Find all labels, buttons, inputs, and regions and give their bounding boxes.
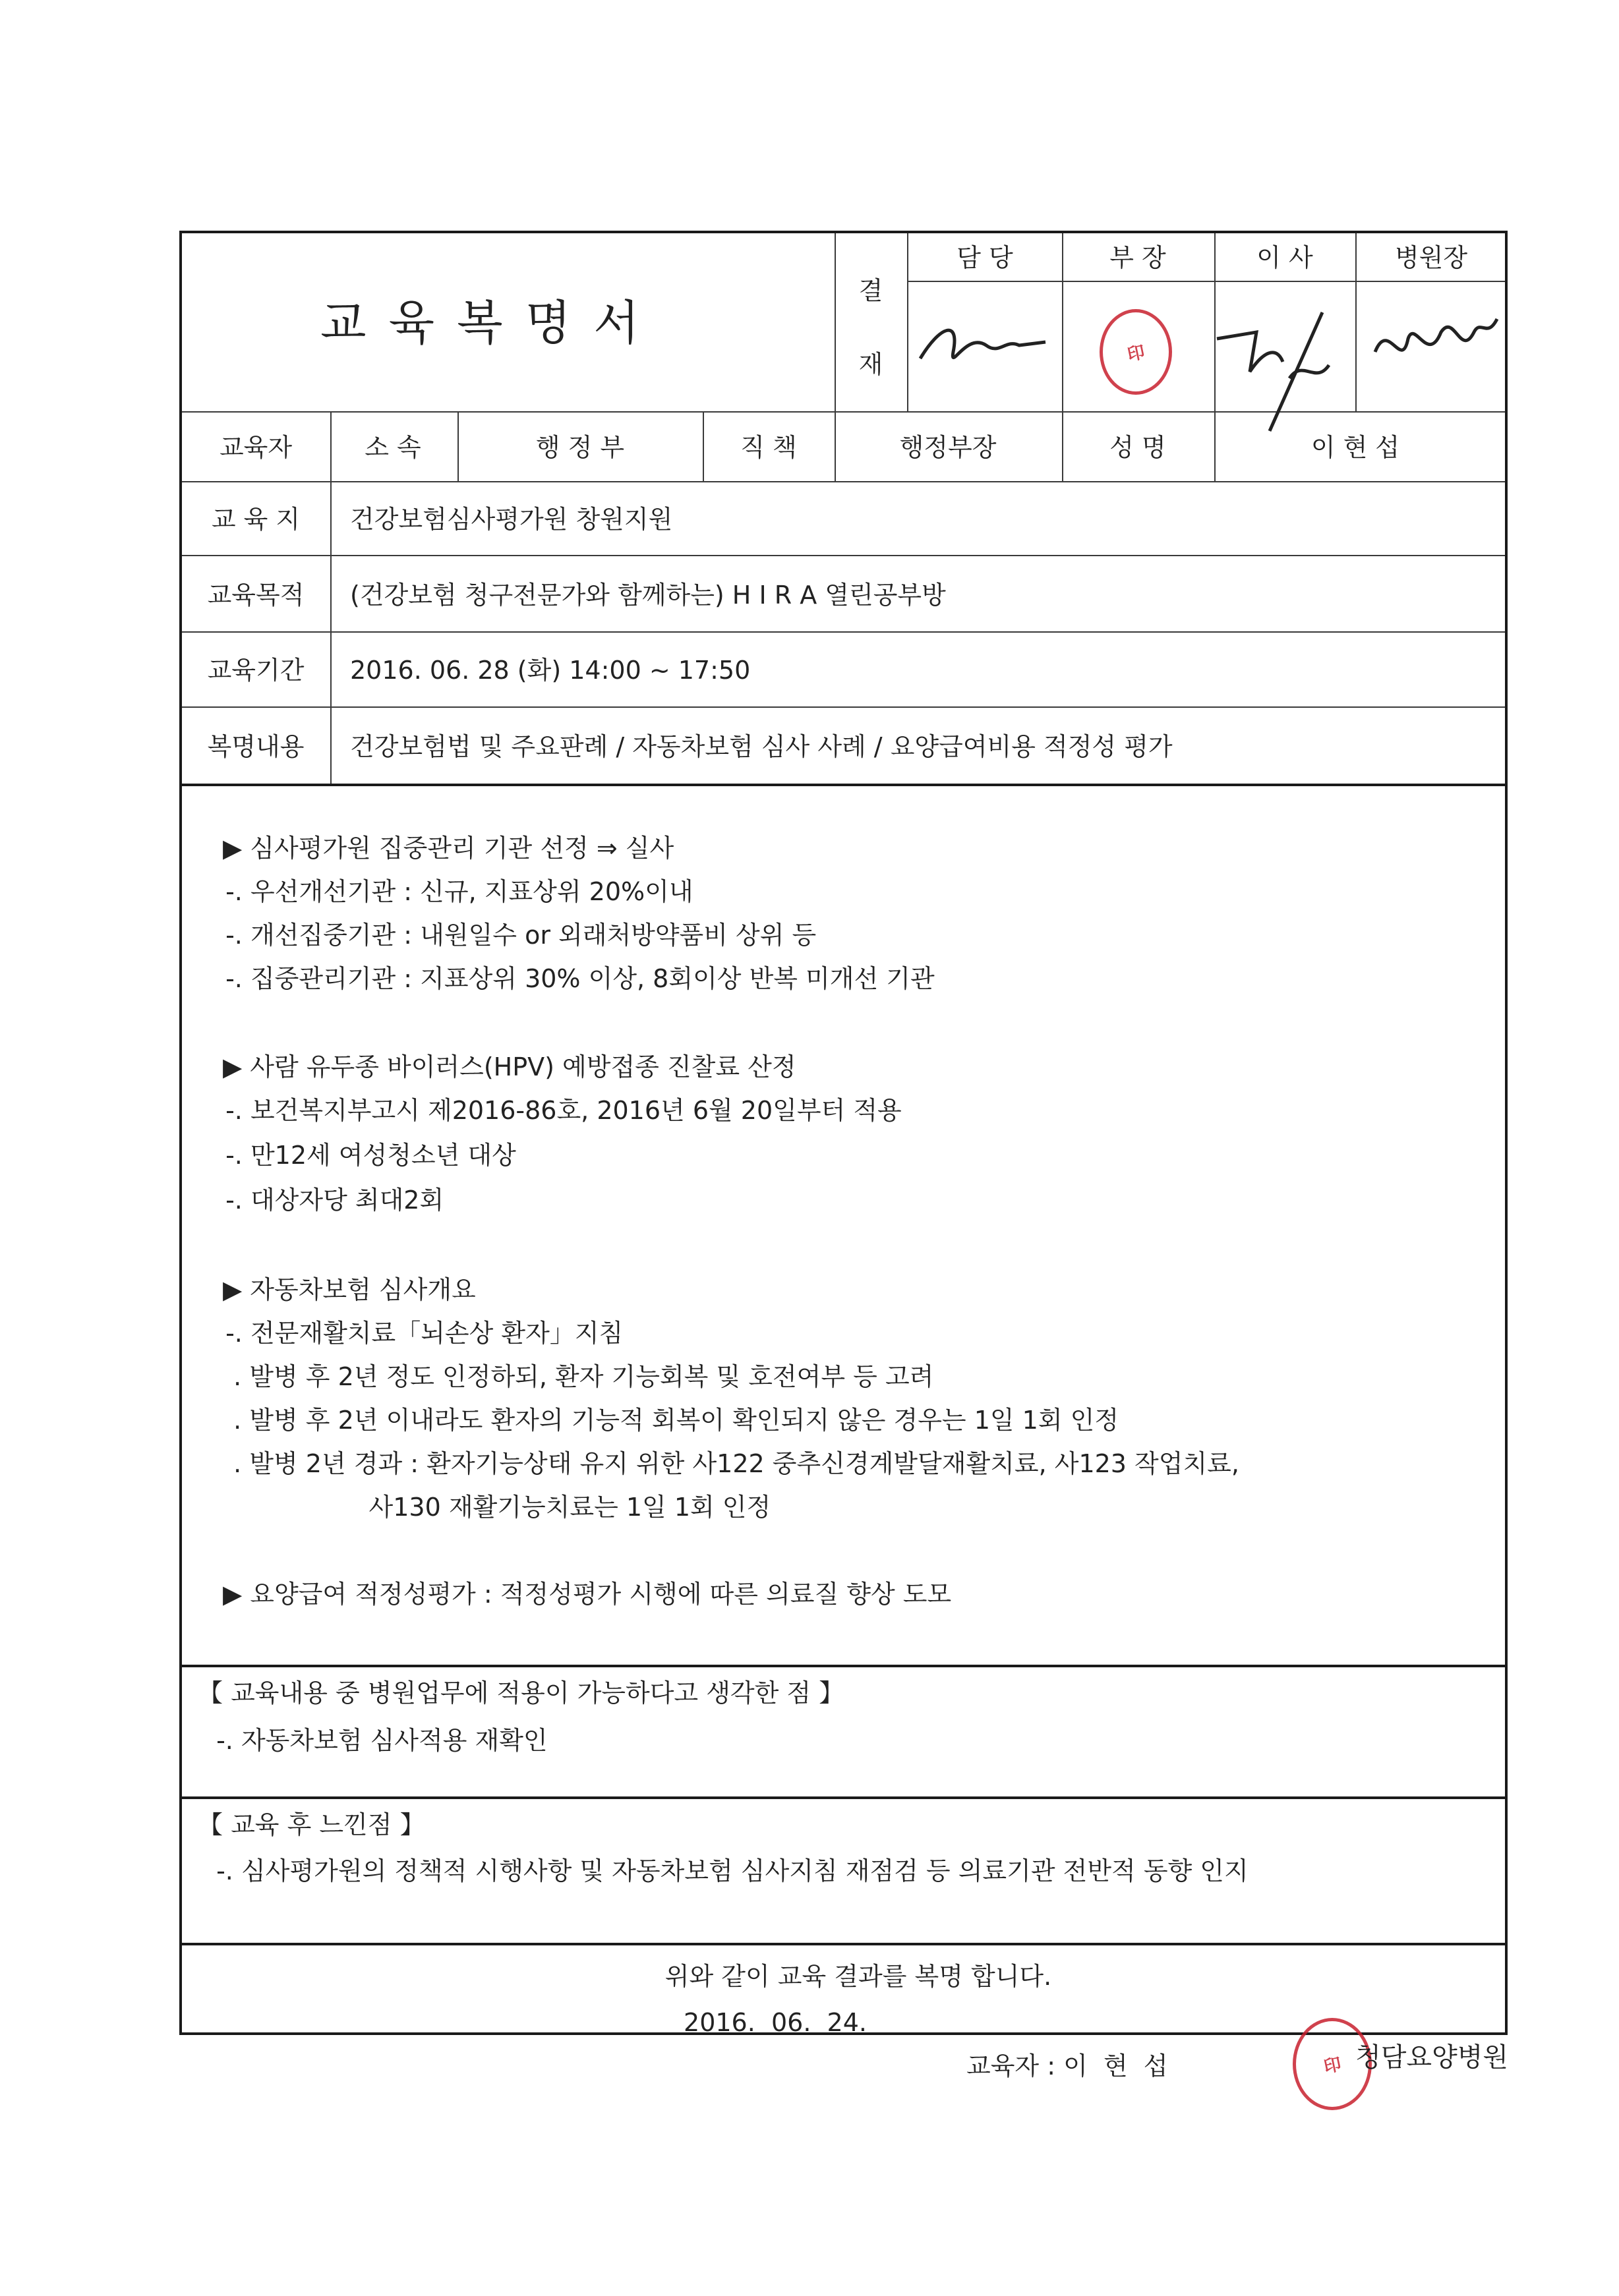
content-line: -. 전문재활치료「뇌손상 환자」지침 [218,1319,624,1348]
content-line: -. 우선개선기관 : 신규, 지표상위 20%이내 [218,877,693,906]
divider [1355,233,1357,411]
affiliation-value: 행 정 부 [535,433,625,462]
content-line: ▶ 자동차보험 심사개요 [223,1275,476,1304]
content-line: ▶ 요양급여 적정성평가 : 적정성평가 시행에 따른 의료질 향상 도모 [223,1580,952,1609]
content-line: -. 보건복지부고시 제2016-86호, 2016년 6월 20일부터 적용 [218,1096,902,1125]
divider [835,233,836,411]
impressions-heading: 【 교육 후 느낀점 】 [198,1810,425,1839]
divider [182,1796,1505,1799]
position-value: 행정부장 [899,433,997,462]
divider [835,411,836,481]
row-value: 2016. 06. 28 (화) 14:00 ~ 17:50 [350,656,751,685]
approval-label: 재 [858,350,883,379]
divider [182,555,1505,556]
divider [330,411,332,784]
signature-head [1362,299,1507,398]
row-value: 건강보험법 및 주요판례 / 자동차보험 심사 사례 / 요양급여비용 적정성 평가 [350,732,1173,761]
report-date: 2016. 06. 24. [684,2008,867,2037]
signature-director [1197,299,1355,438]
impressions-text: -. 심사평가원의 정책적 시행사항 및 자동차보험 심사지침 재점검 등 의료기관 전반적 동향 인지 [208,1856,1249,1885]
applicable-heading: 【 교육내용 중 병원업무에 적용이 가능하다고 생각한 점 】 [198,1679,844,1708]
content-line: -. 대상자당 최대2회 [218,1186,444,1215]
divider [182,631,1505,633]
name-value: 이 현 섭 [1310,433,1400,462]
signer-stamp: 印 [1293,2018,1372,2110]
content-line: . 발병 후 2년 정도 인정하되, 환자 기능회복 및 호전여부 등 고려 [218,1362,934,1391]
approval-header-director: 이 사 [1256,243,1313,272]
row-value: 건강보험심사평가원 창원지원 [350,505,673,534]
approval-header-manager: 부 장 [1109,243,1166,272]
row-label: 교 육 지 [211,505,301,534]
divider [907,281,1505,282]
hospital-name: 청담요양병원 [1355,2042,1508,2073]
divider [703,411,704,481]
position-label: 직 책 [740,433,797,462]
affiliation-label: 소 속 [365,433,421,462]
content-line: -. 만12세 여성청소년 대상 [218,1141,516,1170]
divider [182,1665,1505,1667]
approval-header-head: 병원장 [1394,243,1468,272]
page-title: 교육복명서 [320,295,662,351]
approval-header-staff: 담 당 [957,243,1013,272]
name-label: 성 명 [1109,433,1166,462]
content-line: -. 집중관리기관 : 지표상위 30% 이상, 8회이상 반복 미개선 기관 [218,964,935,993]
divider [182,1943,1505,1945]
divider [182,784,1505,786]
approval-label: 결 [858,276,883,305]
divider [457,411,459,481]
content-line: ▶ 심사평가원 집중관리 기관 선정 ⇒ 실사 [223,834,674,863]
content-line: ▶ 사람 유두종 바이러스(HPV) 예방접종 진찰료 산정 [223,1052,796,1081]
divider [907,233,908,411]
content-line: . 발병 2년 경과 : 환자기능상태 유지 위한 사122 중추신경계발달재활치료, 사123 작업치료, [218,1449,1239,1478]
divider [1062,233,1063,481]
row-label: 교육기간 [207,656,305,685]
divider [182,481,1505,482]
approval-stamp: 印 [1100,309,1172,395]
row-label: 교육목적 [207,581,305,610]
content-line: 사130 재활기능치료는 1일 1회 인정 [218,1493,771,1522]
content-line: . 발병 후 2년 이내라도 환자의 기능적 회복이 확인되지 않은 경우는 1일 1회 인정 [218,1406,1119,1435]
applicable-text: -. 자동차보험 심사적용 재확인 [208,1726,548,1755]
divider [182,706,1505,708]
content-line: -. 개선집중기관 : 내원일수 or 외래처방약품비 상위 등 [218,921,817,950]
statement: 위와 같이 교육 결과를 복명 합니다. [664,1962,1052,1991]
trainee-label: 교육자 [219,433,293,462]
signature-staff [914,306,1059,398]
signer: 교육자 : 이 현 섭 [966,2052,1168,2081]
row-label: 복명내용 [207,732,305,761]
row-value: (건강보험 청구전문가와 함께하는) H I R A 열린공부방 [350,581,946,610]
